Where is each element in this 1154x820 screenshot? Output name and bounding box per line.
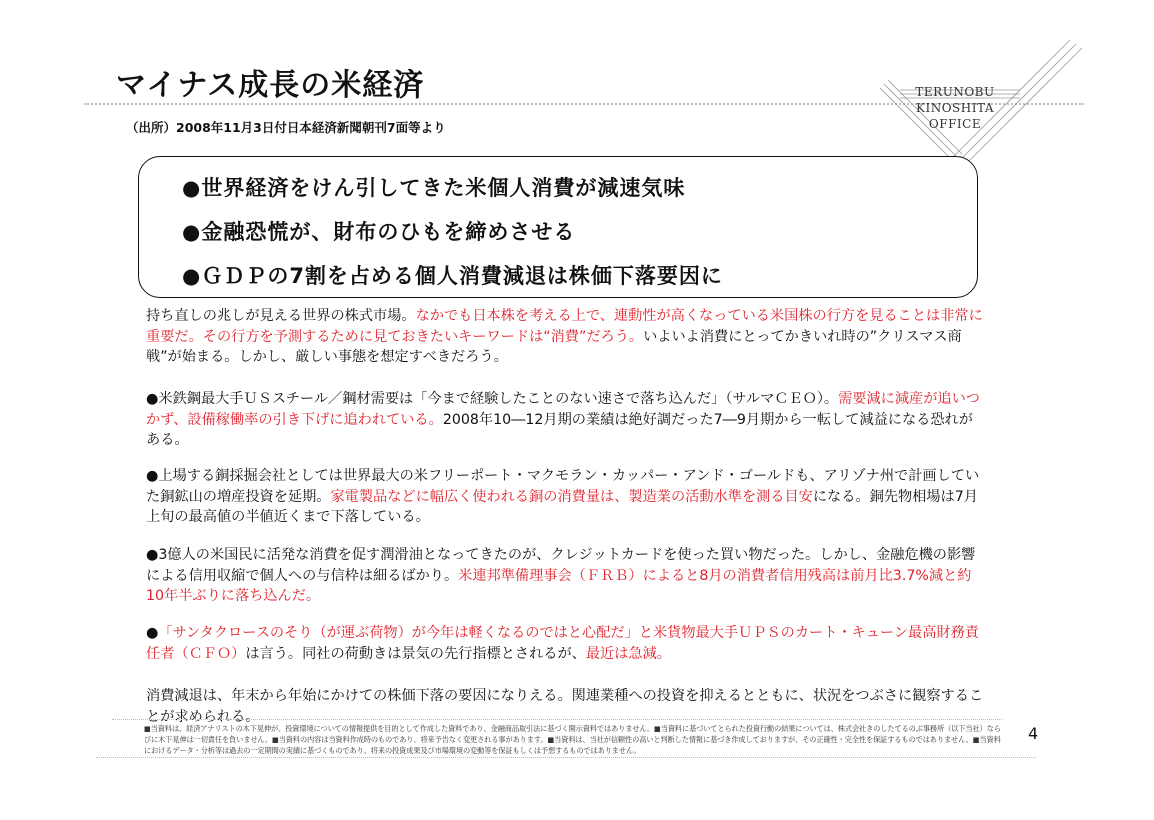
logo-line-1: TERUNOBU — [915, 85, 995, 99]
highlight-text: 米連邦準備理事会（ＦＲＢ）によると8月の消費者信用残高は前月比3.7%減と約10年半ぶりに落ち込んだ。 — [146, 567, 972, 604]
body-paragraph — [146, 623, 986, 664]
body-paragraph — [146, 466, 986, 528]
summary-point: ●世界経済をけん引してきた米個人消費が減速気味 — [182, 176, 686, 200]
body-paragraph — [146, 389, 986, 451]
slide-title: マイナス成長の米経済 — [116, 68, 425, 103]
highlight-text: 「サンタクロースのそり（が運ぶ荷物）が今年は軽くなるのではと心配だ」と米貨物最大手ＵＰＳのカート・キューン最高財務責任者（ＣＦＯ） — [146, 625, 979, 662]
body-text: ●米鉄鋼最大手ＵＳスチール／鋼材需要は「今まで経験したことのない速さで落ち込んだ」（サルマＣＥＯ）。 — [146, 391, 839, 407]
footer-divider — [96, 757, 1036, 758]
highlight-text: 最近は急減。 — [585, 645, 671, 662]
body-paragraph — [146, 686, 986, 727]
page-number: 4 — [1028, 724, 1039, 743]
logo-line-3: OFFICE — [928, 117, 982, 131]
office-logo-text — [900, 84, 1010, 132]
body-text: 2008年10―12月期の業績は絶好調だった7―9月期から一転して減益になる恐れがある。 — [146, 411, 973, 448]
body-text: 持ち直しの兆しが見える世界の株式市場。 — [146, 308, 416, 324]
body-paragraph — [146, 306, 986, 368]
body-text: ●3億人の米国民に活発な消費を促す潤滑油となってきたのが、クレジットカードを使った買い物だった。しかし、金融危機の影響による信用収縮で個人への与信枠は細るばかり。 — [146, 547, 976, 584]
body-text: ●上場する銅採掘会社としては世界最大の米フリーポート・マクモラン・カッパー・アンド・ゴールドも、アリゾナ州で計画していた銅鉱山の増産投資を延期。 — [146, 468, 980, 505]
body-text: いよいよ消費にとってかきいれ時の”クリスマス商戦”が始まる。しかし、厳しい事態を想定すべきだろう。 — [146, 328, 962, 365]
footer-divider — [112, 719, 1002, 720]
highlight-text: 需要減に減産が追いつかず、設備稼働率の引き下げに追われている。 — [146, 391, 980, 428]
summary-point: ●金融恐慌が、財布のひもを締めさせる — [182, 220, 576, 244]
highlight-text: なかでも日本株を考える上で、連動性が高くなっている米国株の行方を見ることは非常に重要だ。その行方を予測するために見ておきたいキーワードは“消費”だろう。 — [146, 308, 983, 345]
summary-point: ●ＧＤＰの7割を占める個人消費減退は株価下落要因に — [182, 264, 723, 288]
highlight-text: 家電製品などに幅広く使われる銅の消費量は、製造業の活動水準を測る目安 — [330, 488, 813, 505]
body-text: 消費減退は、年末から年始にかけての株価下落の要因になりえる。関連業種への投資を抑えるとともに、状況をつぶさに観察することが求められる。 — [146, 688, 984, 725]
body-paragraph — [146, 545, 986, 607]
body-text: になる。銅先物相場は7月上旬の最高値の半値近くまで下落している。 — [146, 488, 978, 525]
logo-line-2: KINOSHITA — [916, 101, 994, 115]
body-text: ● — [146, 625, 159, 641]
source-note: （出所）2008年11月3日付日本経済新聞朝刊7面等より — [126, 120, 446, 135]
disclaimer-text: ■当資料は、経済アナリストの木下晃伸が、投資環境についての情報提供を目的として作成した資料であり、金融商品取引法に基づく開示資料ではありません。■当資料に基づいてとられた投資行動の結果については、株式会社きのしたてるのぶ事務所（以下当社）ならびに木下晃伸は一切責任を負いません。■当資料の内容は当資料作成時のものであり、将来予告なく変更される事があります。■当資料は、当社が信頼性の高いと判断した情報に基づき作成しておりますが、その正確性・完全性を保証するものではありません。■当資料におけるデータ・分析等は過去の一定期間の実績に基づくものであり、将来の投資成果及び市場環境の変動等を保証もしくは予想するものではありません。 — [144, 724, 1001, 755]
body-text: は言う。同社の荷動きは景気の先行指標とされるが、 — [245, 645, 586, 662]
